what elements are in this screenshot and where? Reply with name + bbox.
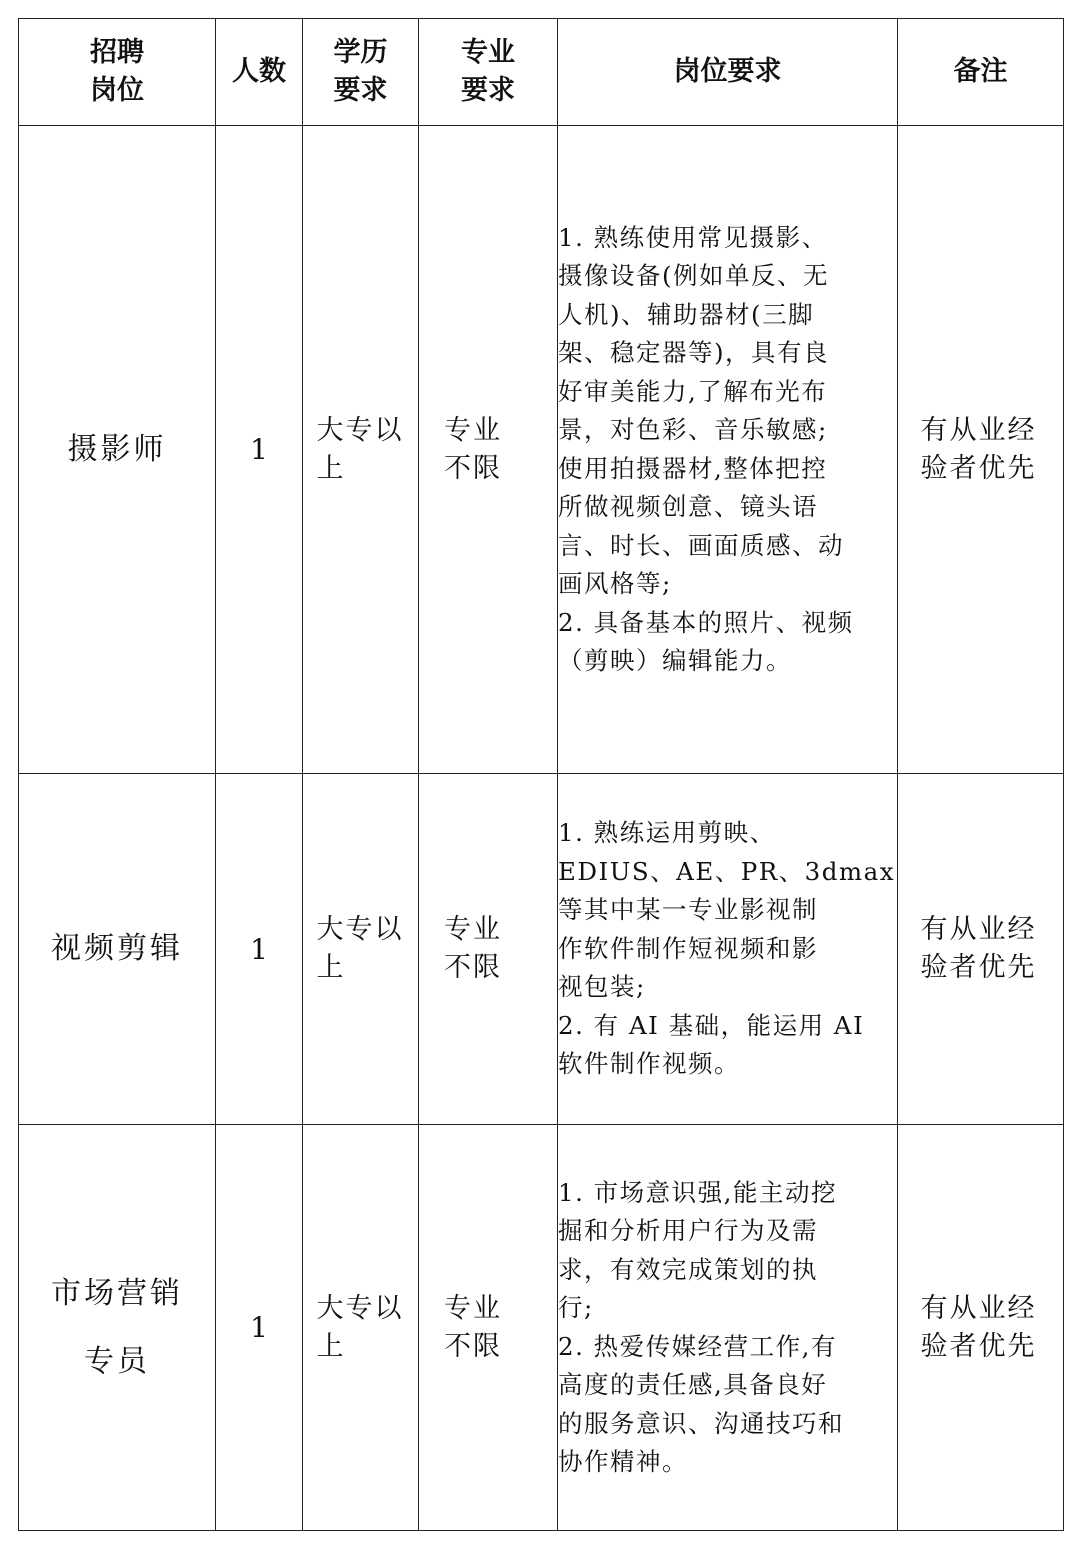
position-cell — [19, 126, 216, 774]
requirement-line: 的服务意识、沟通技巧和 — [558, 1408, 844, 1438]
major-cell — [419, 126, 558, 774]
major-line: 不限 — [444, 1330, 502, 1362]
requirement-line: 景，对色彩、音乐敏感; — [558, 415, 828, 444]
requirement-line: 摄像设备(例如单反、无 — [558, 261, 830, 290]
requirement-line: 人机)、辅助器材(三脚 — [558, 299, 815, 329]
requirement-line: 作软件制作短视频和影 — [558, 933, 818, 963]
header-major-line: 专业 — [461, 37, 515, 68]
requirement-line: 架、稳定器等)，具有良 — [558, 338, 830, 367]
header-count-line: 人数 — [232, 56, 286, 87]
header-count — [216, 19, 303, 126]
table-row — [19, 1125, 1064, 1531]
count-cell: 1 — [216, 1125, 303, 1531]
requirement-line: 协作精神。 — [558, 1447, 688, 1476]
requirement-line: 1. 熟练使用常见摄影、 — [558, 222, 828, 252]
requirement-line: 所做视频创意、镜头语 — [558, 492, 818, 521]
major-line: 不限 — [444, 952, 502, 983]
requirement-line: 行; — [558, 1293, 594, 1322]
requirement-line: 画风格等; — [558, 569, 672, 598]
requirement-line: 言、时长、画面质感、动 — [558, 530, 844, 560]
requirement-line: 2. 有 AI 基础，能运用 AI — [558, 1010, 865, 1040]
requirements-cell — [558, 774, 898, 1125]
note-line: 验者优先 — [920, 952, 1037, 983]
education-cell — [303, 1125, 419, 1531]
note-line: 有从业经 — [920, 1292, 1037, 1324]
header-education — [303, 19, 419, 126]
recruitment-table — [18, 18, 1064, 1531]
table-row — [19, 126, 1064, 774]
requirement-line: 1. 市场意识强,能主动挖 — [558, 1177, 837, 1207]
requirement-line: 掘和分析用户行为及需 — [558, 1216, 818, 1245]
header-major — [419, 19, 558, 126]
header-row — [19, 19, 1064, 126]
requirements-cell — [558, 126, 898, 774]
requirement-line: 1. 熟练运用剪映、 — [558, 818, 776, 848]
education-line: 上 — [316, 1330, 346, 1362]
header-requirements-line: 岗位要求 — [673, 56, 782, 87]
requirement-line: 使用拍摄器材,整体把控 — [558, 453, 828, 483]
note-cell — [898, 1125, 1064, 1531]
note-cell — [898, 126, 1064, 774]
header-education-line: 学历 — [333, 37, 388, 68]
education-cell — [303, 774, 419, 1125]
requirement-line: 软件制作视频。 — [558, 1049, 740, 1079]
header-education-line: 要求 — [333, 75, 388, 106]
education-line: 上 — [316, 952, 346, 983]
position-line: 视频剪辑 — [51, 931, 183, 966]
header-position-line: 招聘 — [90, 37, 144, 68]
position-line: 市场营销 — [51, 1275, 183, 1311]
major-line: 专业 — [444, 1292, 502, 1324]
requirement-line: 2. 具备基本的照片、视频 — [558, 607, 854, 637]
note-line: 有从业经 — [920, 914, 1037, 945]
requirement-line: （剪映）编辑能力。 — [558, 646, 792, 675]
major-line: 专业 — [444, 914, 502, 945]
table-row — [19, 774, 1064, 1125]
requirement-line: 好审美能力,了解布光布 — [558, 376, 828, 406]
requirement-line: 2. 热爱传媒经营工作,有 — [558, 1331, 837, 1361]
education-cell — [303, 126, 419, 774]
header-position-line: 岗位 — [90, 75, 144, 106]
header-note-line: 备注 — [953, 56, 1008, 87]
requirements-cell — [558, 1125, 898, 1531]
education-line: 大专以 — [316, 414, 404, 446]
position-cell — [19, 1125, 216, 1531]
count-cell: 1 — [216, 126, 303, 774]
requirement-line: 求，有效完成策划的执 — [558, 1254, 818, 1284]
note-cell — [898, 774, 1064, 1125]
note-line: 验者优先 — [920, 452, 1037, 484]
major-cell — [419, 1125, 558, 1531]
major-cell — [419, 774, 558, 1125]
major-line: 专业 — [444, 414, 502, 446]
count-cell: 1 — [216, 774, 303, 1125]
header-major-line: 要求 — [461, 75, 515, 106]
requirement-line: 等其中某一专业影视制 — [558, 895, 818, 925]
position-line: 专员 — [84, 1343, 150, 1379]
education-line: 大专以 — [316, 914, 404, 945]
header-requirements — [558, 19, 898, 126]
requirement-line: EDIUS、AE、PR、3dmax — [558, 856, 896, 886]
major-line: 不限 — [444, 452, 502, 484]
education-line: 上 — [316, 452, 346, 484]
header-position — [19, 19, 216, 126]
header-note — [898, 19, 1064, 126]
note-line: 有从业经 — [920, 414, 1037, 446]
education-line: 大专以 — [316, 1292, 404, 1324]
requirement-line: 视包装; — [558, 972, 646, 1002]
requirement-line: 高度的责任感,具备良好 — [558, 1370, 828, 1399]
position-cell — [19, 774, 216, 1125]
position-line: 摄影师 — [67, 431, 167, 467]
note-line: 验者优先 — [920, 1330, 1037, 1362]
